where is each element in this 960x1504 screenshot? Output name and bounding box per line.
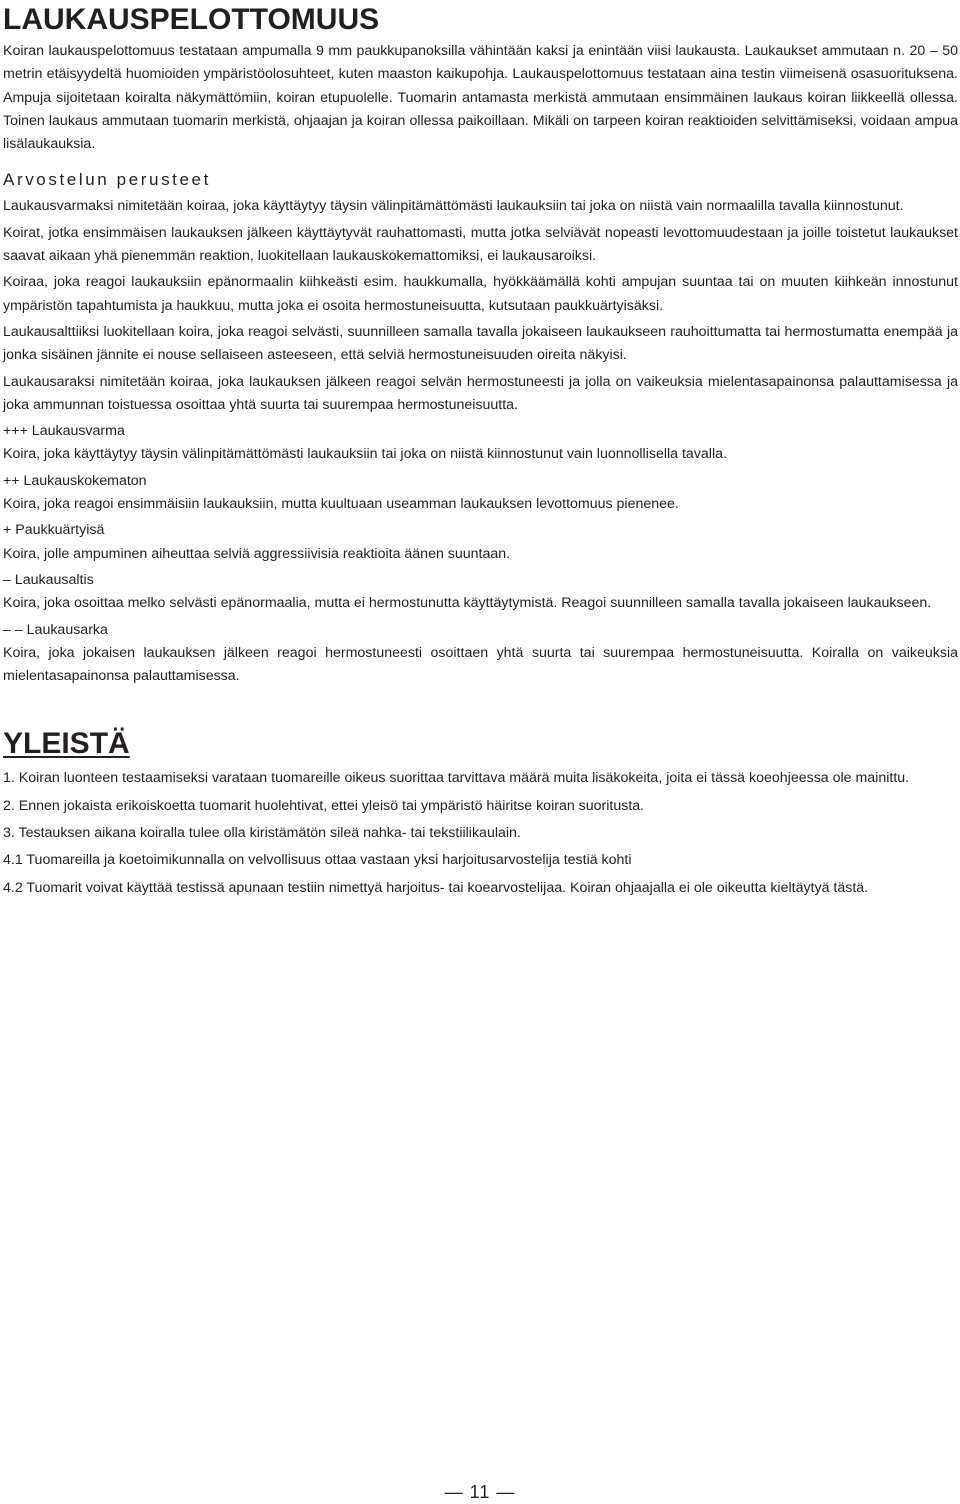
list-item: 4.2 Tuomarit voivat käyttää testissä apunaan testiin nimettyä harjoitus- tai koearvostelijaa. Koiran ohjaajalla ei ole oikeutta kieltäytyä tästä. bbox=[3, 879, 869, 896]
page-number: — 11 — bbox=[444, 1482, 516, 1502]
criteria-paragraph: Laukausvarmaksi nimitetään koiraa, joka käyttäytyy täysin välinpitämättömästi laukauksiin tai joka on niistä vain normaalilla tavalla kiinnostunut. bbox=[3, 198, 904, 215]
criteria-heading: Arvostelun perusteet bbox=[3, 170, 211, 190]
list-item: 4.1 Tuomareilla ja koetoimikunnalla on velvollisuus ottaa vastaan yksi harjoitusarvostelija testiä kohti bbox=[3, 852, 632, 869]
grade-label: + Paukkuärtyisä bbox=[3, 522, 105, 539]
grade-description: Koira, joka käyttäytyy täysin välinpitämättömästi laukauksiin tai joka on niistä kiinnostunut vain luonnollisella tavalla. bbox=[3, 446, 727, 463]
criteria-paragraph: Laukausaraksi nimitetään koiraa, joka laukauksen jälkeen reagoi selvän hermostuneesti ja jolla on vaikeuksia mielentasapainonsa palauttamisessa ja joka ammunnan toistuessa osoittaa yhtä suurta tai suurempaa hermostuneisuutta. bbox=[3, 373, 958, 413]
section-title-yleista: YLEISTÄ bbox=[3, 727, 130, 761]
grade-label: +++ Laukausvarma bbox=[3, 423, 125, 440]
grade-label: – – Laukausarka bbox=[3, 621, 108, 638]
grade-label: ++ Laukauskokematon bbox=[3, 472, 147, 489]
grade-description: Koira, jolle ampuminen aiheuttaa selviä aggressiivisia reaktioita äänen suuntaan. bbox=[3, 545, 511, 562]
list-item: 2. Ennen jokaista erikoiskoetta tuomarit huolehtivat, ettei yleisö tai ympäristö häiritse koiran suoritusta. bbox=[3, 797, 645, 814]
list-item: 3. Testauksen aikana koiralla tulee olla kiristämätön sileä nahka- tai tekstiilikaulain. bbox=[3, 825, 521, 842]
section-title-laukauspelottomuus: LAUKAUSPELOTTOMUUS bbox=[3, 3, 380, 36]
criteria-paragraph: Koiraa, joka reagoi laukauksiin epänormaalin kiihkeästi esim. haukkumalla, hyökkäämällä kohti ampujan suuntaa tai on muuten kiihkeän innostunut ympäristön tapahtumista ja haukkuu, mutta joka ei osoita hermostuneisuutta, kutsutaan paukkuärtyisäksi. bbox=[3, 274, 958, 314]
intro-paragraph: Koiran laukauspelottomuus testataan ampumalla 9 mm paukkupanoksilla vähintään kaksi ja enintään viisi laukausta. Laukaukset ammutaan n. 20 – 50 metrin etäisyydeltä huomioiden ympäristöolosuhteet, kuten maaston kaikupohja. Laukauspelottomuus testataan aina testin viimeisenä osasuorituksena. Ampuja sijoitetaan koiralta näkymättömiin, koiran etupuolelle. Tuomarin antamasta merkistä ammutaan ensimmäinen laukaus koiran liikkeellä ollessa. Toinen laukaus ammutaan tuomarin merkistä, ohjaajan ja koiran ollessa paikoillaan. Mikäli on tarpeen koiran reaktioiden selvittämiseksi, voidaan ampua lisälaukauksia. bbox=[3, 43, 958, 153]
grade-description: Koira, joka osoittaa melko selvästi epänormaalia, mutta ei hermostunutta käyttäytymistä. Reagoi suunnilleen samalla tavalla jokaiseen laukaukseen. bbox=[3, 595, 932, 612]
general-rules-list bbox=[3, 767, 958, 899]
grade-description: Koira, joka jokaisen laukauksen jälkeen reagoi hermostuneesti osoittaen yhtä suurta tai suurempaa hermostuneisuutta. Koiralla on vaikeuksia mielentasapainonsa palauttamisessa. bbox=[3, 644, 958, 685]
criteria-paragraph: Koirat, jotka ensimmäisen laukauksen jälkeen käyttäytyvät rauhattomasti, mutta jotka selviävät nopeasti levottomuudestaan ja joille toistetut laukaukset saavat aikaan yhä pienemmän reaktion, luokitellaan laukauskokemattomiksi, ei laukausaroiksi. bbox=[3, 224, 958, 265]
grade-label: – Laukausaltis bbox=[3, 571, 94, 588]
grade-description: Koira, joka reagoi ensimmäisiin laukauksiin, mutta kuultuaan useamman laukauksen levottomuus pienenee. bbox=[3, 496, 679, 513]
criteria-paragraph: Laukausalttiiksi luokitellaan koira, joka reagoi selvästi, suunnilleen samalla tavalla jokaiseen laukaukseen rauhoittumatta tai hermostumatta enempää ja jonka sisäinen jännite ei nouse sellaiseen asteeseen, että selviä hermostuneisuuden oireita näkyisi. bbox=[3, 323, 958, 364]
list-item: 1. Koiran luonteen testaamiseksi varataan tuomareille oikeus suorittaa tarvittava määrä muita lisäkokeita, joita ei tässä koeohjeessa ole mainittu. bbox=[3, 770, 910, 787]
document-page bbox=[3, 0, 958, 900]
